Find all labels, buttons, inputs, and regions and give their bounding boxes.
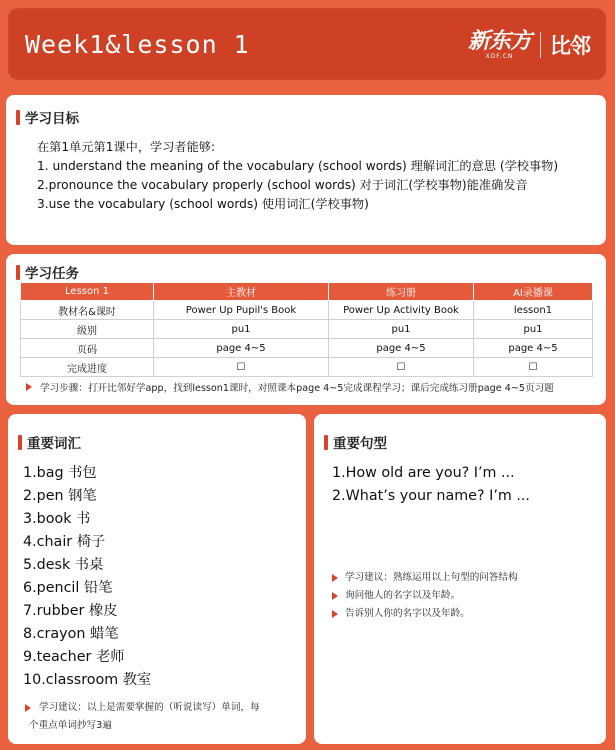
- section-bar-icon: [16, 110, 20, 125]
- list-item: 3.book 书: [23, 511, 91, 527]
- sentences-title-text: 重要句型: [333, 436, 387, 452]
- goal-line: 3.use the vocabulary (school words) 使用词汇(学校事物): [37, 197, 369, 211]
- vocab-tip-line: 学习建议：以上是需要掌握的（听说读写）单词，每: [39, 702, 260, 713]
- triangle-bullet-icon: [26, 383, 32, 391]
- list-item: 2.What’s your name? I’m ...: [332, 488, 530, 504]
- logo-divider: [540, 32, 541, 58]
- sentences-title: [324, 432, 387, 452]
- section-bar-icon: [324, 435, 328, 450]
- table-row: [21, 301, 593, 320]
- table-row: [21, 358, 593, 377]
- triangle-bullet-icon: [332, 610, 338, 618]
- table-cell: 教材名&课时: [21, 301, 154, 320]
- sentence-list: [332, 462, 530, 508]
- list-item: 7.rubber 橡皮: [23, 603, 118, 619]
- table-cell: Power Up Pupil's Book: [154, 301, 329, 320]
- table-row: [21, 320, 593, 339]
- vocab-list: [23, 462, 151, 692]
- table-cell: pu1: [329, 320, 474, 339]
- list-item: [332, 569, 518, 587]
- column-header: 主教材: [154, 283, 329, 301]
- list-item: 2.pen 钢笔: [23, 488, 97, 504]
- goals-title-text: 学习目标: [25, 111, 79, 127]
- progress-checkbox[interactable]: ☐: [474, 358, 593, 377]
- sentence-tip-text: 告诉别人你的名字以及年龄。: [345, 608, 470, 619]
- progress-checkbox[interactable]: ☐: [154, 358, 329, 377]
- list-item: 1.How old are you? I’m ...: [332, 465, 515, 481]
- triangle-bullet-icon: [332, 592, 338, 600]
- column-header: AI录播课: [474, 283, 593, 301]
- goal-line: 2.pronounce the vocabulary properly (school words) 对于词汇(学校事物)能准确发音: [37, 178, 528, 192]
- table-cell: lesson1: [474, 301, 593, 320]
- goals-card: [6, 95, 606, 245]
- brand-logo: [468, 30, 590, 60]
- list-item: [332, 587, 518, 605]
- tasks-title-text: 学习任务: [25, 266, 79, 282]
- header-banner: [8, 8, 606, 80]
- table-cell: 级别: [21, 320, 154, 339]
- xdf-logo-text: 新东方: [467, 28, 531, 54]
- table-cell: page 4~5: [154, 339, 329, 358]
- sentence-tip-text: 学习建议：熟练运用以上句型的问答结构: [345, 572, 518, 583]
- triangle-bullet-icon: [332, 574, 338, 582]
- list-item: 4.chair 椅子: [23, 534, 106, 550]
- bilin-logo: 比邻: [550, 34, 590, 58]
- tasks-card: [6, 254, 606, 405]
- list-item: 5.desk 书桌: [23, 557, 104, 573]
- sentence-tip-text: 询问他人的名字以及年龄。: [345, 590, 461, 601]
- table-cell: pu1: [474, 320, 593, 339]
- xdf-logo-subtext: XDF.CN: [485, 52, 514, 60]
- list-item: 6.pencil 铅笔: [23, 580, 113, 596]
- vocab-tip-line: 个重点单词抄写3遍: [29, 720, 112, 731]
- study-steps-text: 学习步骤：打开比邻好学app，找到lesson1课时，对照课本page 4~5完成课程学习；课后完成练习册page 4~5页习题: [40, 383, 554, 394]
- goal-line: 在第1单元第1课中，学习者能够:: [37, 140, 216, 154]
- goal-line: 1. understand the meaning of the vocabulary (school words) 理解词汇的意思 (学校事物): [37, 159, 559, 173]
- vocab-tip: [25, 699, 260, 735]
- vocab-card: [8, 414, 306, 744]
- table-cell: pu1: [154, 320, 329, 339]
- list-item: [332, 605, 518, 623]
- vocab-title: [18, 432, 81, 452]
- table-cell: page 4~5: [474, 339, 593, 358]
- table-cell: 完成进度: [21, 358, 154, 377]
- list-item: 8.crayon 蜡笔: [23, 626, 119, 642]
- sentences-card: [314, 414, 606, 744]
- task-table: [20, 282, 593, 377]
- sentence-tips: [332, 569, 518, 623]
- vocab-title-text: 重要词汇: [27, 436, 81, 452]
- triangle-bullet-icon: [25, 704, 31, 712]
- list-item: 1.bag 书包: [23, 465, 97, 481]
- section-bar-icon: [16, 265, 20, 280]
- tasks-title: [16, 262, 79, 282]
- column-header: 练习册: [329, 283, 474, 301]
- study-steps: [26, 380, 554, 394]
- table-cell: Power Up Activity Book: [329, 301, 474, 320]
- goals-list: [37, 138, 558, 214]
- table-cell: 页码: [21, 339, 154, 358]
- table-header-row: [21, 283, 593, 301]
- page-title: Week1&lesson 1: [25, 30, 250, 59]
- progress-checkbox[interactable]: ☐: [329, 358, 474, 377]
- xdf-logo: [467, 28, 531, 60]
- column-header: Lesson 1: [21, 283, 154, 301]
- table-cell: page 4~5: [329, 339, 474, 358]
- list-item: 10.classroom 教室: [23, 672, 152, 688]
- list-item: 9.teacher 老师: [23, 649, 125, 665]
- table-row: [21, 339, 593, 358]
- goals-title: [16, 107, 79, 127]
- section-bar-icon: [18, 435, 22, 450]
